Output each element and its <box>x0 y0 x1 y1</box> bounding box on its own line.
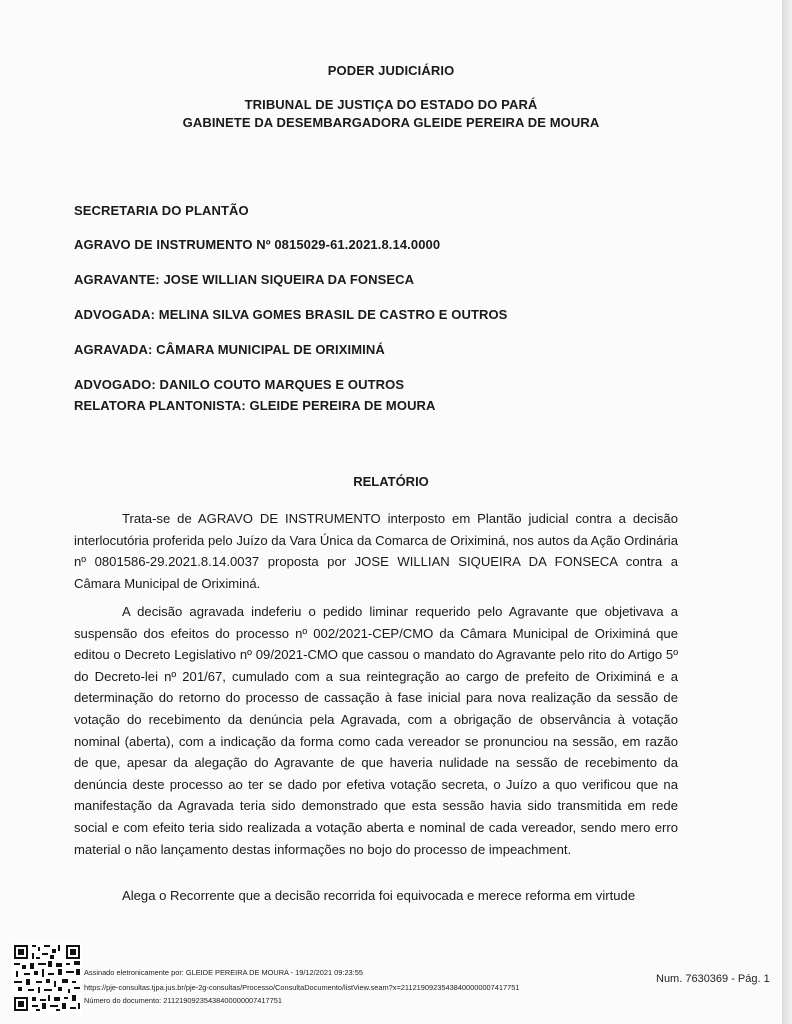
paragraph-3: Alega o Recorrente que a decisão recorrida foi equivocada e merece reforma em virtude <box>122 888 636 903</box>
header-tribunal: TRIBUNAL DE JUSTIÇA DO ESTADO DO PARÁ <box>244 97 538 112</box>
document-url-link[interactable]: https://pje-consultas.tjpa.jus.br/pje-2g-consultas/Processo/ConsultaDocumento/listView.seam?x=21121909235438400000007417751 <box>84 983 520 992</box>
meta-advogada: ADVOGADA: MELINA SILVA GOMES BRASIL DE CASTRO E OUTROS <box>74 307 508 322</box>
header-gabinete: GABINETE DA DESEMBARGADORA GLEIDE PEREIRA DE MOURA <box>182 115 600 130</box>
signature-line: Assinado eletronicamente por: GLEIDE PEREIRA DE MOURA - 19/12/2021 09:23:55 <box>84 968 363 977</box>
qr-code-icon <box>12 943 82 1013</box>
meta-agravada: AGRAVADA: CÂMARA MUNICIPAL DE ORIXIMINÁ <box>74 342 385 357</box>
document-number: Número do documento: 21121909235438400000007417751 <box>84 996 282 1005</box>
meta-relatora: RELATORA PLANTONISTA: GLEIDE PEREIRA DE MOURA <box>74 398 436 413</box>
paragraph-1: Trata-se de AGRAVO DE INSTRUMENTO interposto em Plantão judicial contra a decisão interlocutória proferida pelo Juízo da Vara Única da Comarca de Oriximiná, nos autos da Ação Ordinária nº 0801586-29.2021.8.14.0037 proposta por JOSE WILLIAN SIQUEIRA DA FONSECA contra a Câmara Municipal de Oriximiná. <box>74 511 678 591</box>
header-poder-judiciario: PODER JUDICIÁRIO <box>327 63 455 78</box>
meta-agravante: AGRAVANTE: JOSE WILLIAN SIQUEIRA DA FONSECA <box>74 272 415 287</box>
meta-advogado: ADVOGADO: DANILO COUTO MARQUES E OUTROS <box>74 377 405 392</box>
page-number: Num. 7630369 - Pág. 1 <box>656 973 770 985</box>
meta-agravo: AGRAVO DE INSTRUMENTO Nº 0815029-61.2021.8.14.0000 <box>74 237 441 252</box>
paragraph-2: A decisão agravada indeferiu o pedido liminar requerido pelo Agravante que objetivava a suspensão dos efeitos do processo nº 002/2021-CEP/CMO da Câmara Municipal de Oriximiná que editou o Decreto Legislativo nº 09/2021-CMO que cassou o mandato do Agravante pelo rito do Artigo 5º do Decreto-lei nº 201/67, cumulado com a sua reintegração ao cargo de prefeito de Oriximiná e a determinação do retorno do processo de cassação à fase inicial para nova realização da sessão de votação do recebimento da denúncia pela Agravada, com a obrigação de observância à votação nominal (aberta), com a indicação da forma como cada vereador se pronunciou na sessão, em razão de que, apesar da alegação do Agravante de que haveria nulidade na sessão de recebimento da denúncia deste processo ao ter se dado por efetiva votação secreta, o Juízo a quo verificou que na manifestação da Agravada teria sido demonstrado que esta sessão havia sido transmitida em rede social e com efeito teria sido realizada a votação aberta e nominal de cada vereador, sendo mero erro material o não lançamento destas informações no bojo do processo de impeachment. <box>74 604 678 857</box>
meta-secretaria: SECRETARIA DO PLANTÃO <box>74 203 249 218</box>
signature-footer <box>0 938 782 1024</box>
page-edge <box>782 0 792 1024</box>
section-title: RELATÓRIO <box>353 474 429 489</box>
